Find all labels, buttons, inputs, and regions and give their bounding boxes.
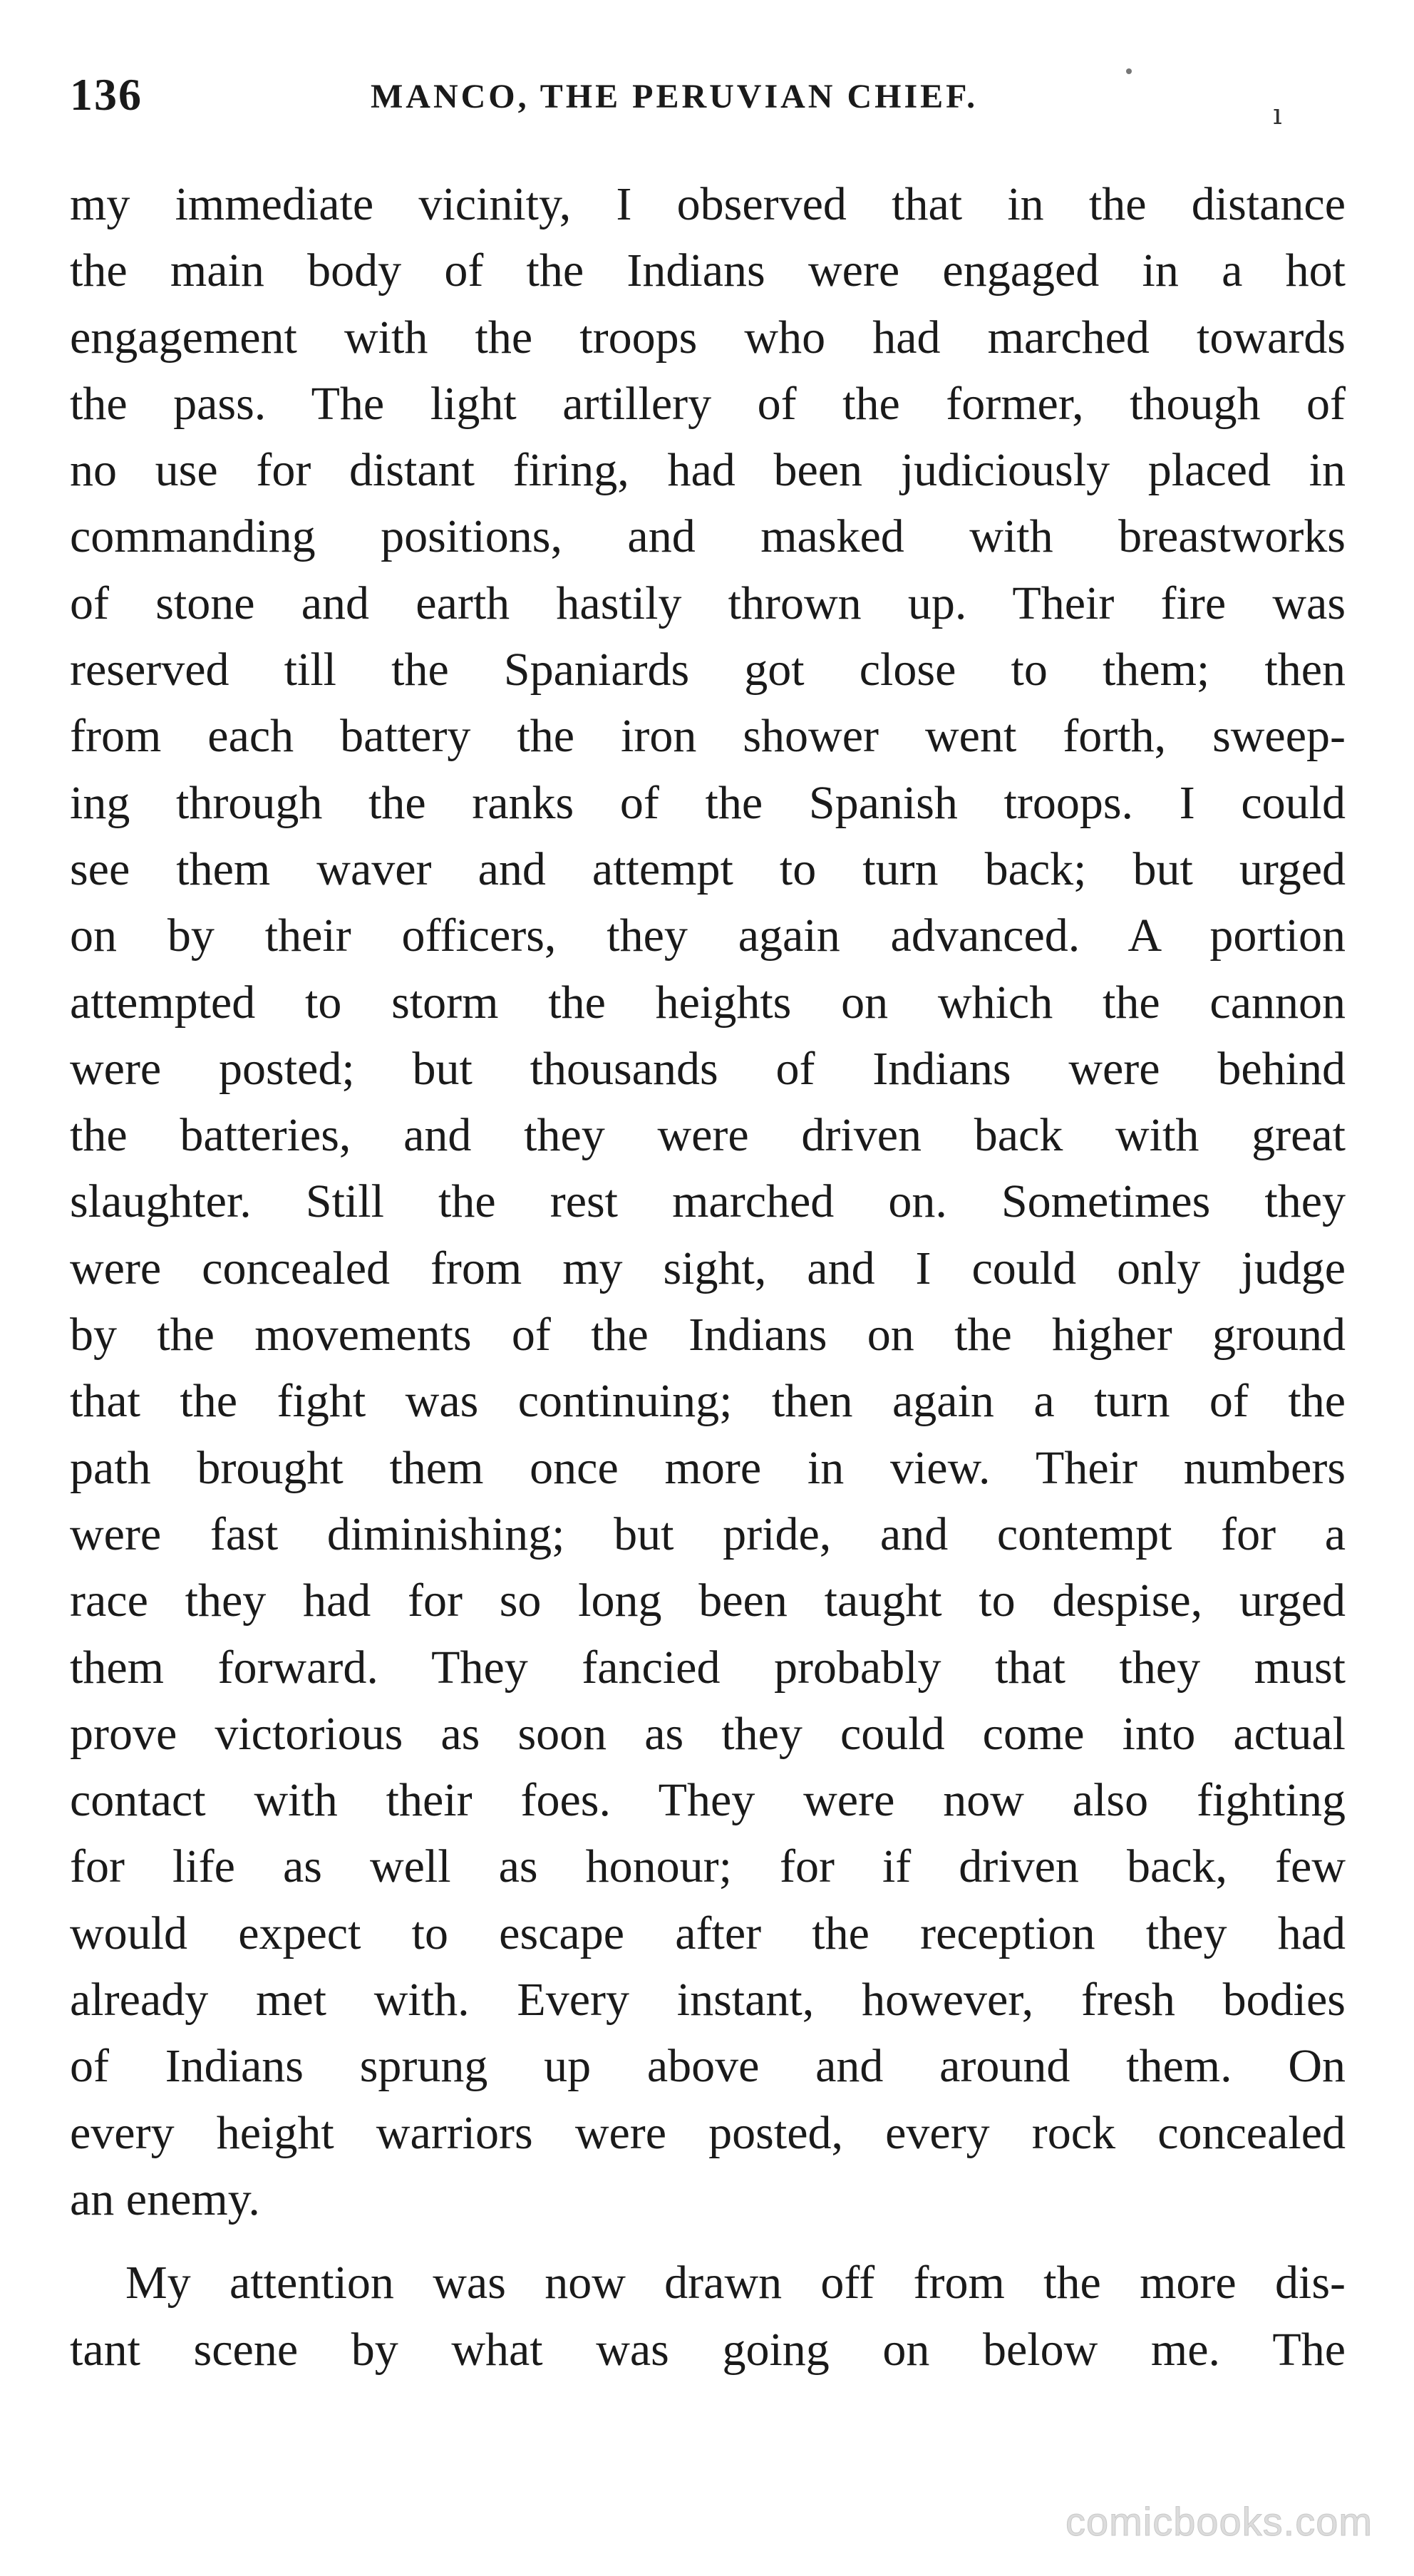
text-line: would expect to escape after the reception they had <box>70 1907 1346 1959</box>
text-line: that the fight was continuing; then again a turn of the <box>70 1375 1346 1428</box>
text-line: them forward. They fancied probably that they must <box>70 1641 1346 1694</box>
text-line: the main body of the Indians were engaged in a hot <box>70 244 1346 297</box>
stray-mark: ı <box>1273 98 1282 131</box>
text-line: were posted; but thousands of Indians were behind <box>70 1042 1346 1095</box>
text-line: from each battery the iron shower went forth, sweep- <box>70 710 1346 763</box>
paragraph-1 <box>70 171 1346 2232</box>
body-text <box>70 171 1346 2383</box>
running-title: MANCO, THE PERUVIAN CHIEF. <box>371 78 979 115</box>
text-line: ing through the ranks of the Spanish troops. I could <box>70 776 1346 829</box>
text-line: contact with their foes. They were now also fighting <box>70 1774 1346 1827</box>
page-header <box>0 68 1414 133</box>
text-line: of stone and earth hastily thrown up. Their fire was <box>70 577 1346 629</box>
text-line: tant scene by what was going on below me. The <box>70 2323 1346 2376</box>
text-line: on by their officers, they again advanced. A portion <box>70 910 1346 962</box>
text-line: of Indians sprung up above and around them. On <box>70 2040 1346 2093</box>
text-line: My attention was now drawn off from the more dis- <box>125 2257 1346 2309</box>
text-line: commanding positions, and masked with breastworks <box>70 510 1346 563</box>
text-line: my immediate vicinity, I observed that in the distance <box>70 178 1346 230</box>
paragraph-gap <box>70 2232 1346 2250</box>
text-line: were concealed from my sight, and I could only judge <box>70 1242 1346 1294</box>
ink-speck <box>1126 68 1132 74</box>
text-line: path brought them once more in view. Their numbers <box>70 1441 1346 1494</box>
text-line: prove victorious as soon as they could come into actual <box>70 1707 1346 1760</box>
text-line: the batteries, and they were driven back with great <box>70 1109 1346 1162</box>
text-line: see them waver and attempt to turn back; but urged <box>70 843 1346 895</box>
text-line: attempted to storm the heights on which the cannon <box>70 976 1346 1029</box>
page-number: 136 <box>70 69 143 120</box>
text-line: race they had for so long been taught to despise, urged <box>70 1575 1346 1627</box>
text-line: were fast diminishing; but pride, and contempt for a <box>70 1508 1346 1560</box>
text-line: slaughter. Still the rest marched on. Sometimes they <box>70 1175 1346 1228</box>
text-line: the pass. The light artillery of the former, though of <box>70 377 1346 430</box>
paragraph-2 <box>70 2250 1346 2383</box>
text-line: for life as well as honour; for if driven back, few <box>70 1840 1346 1893</box>
text-line: reserved till the Spaniards got close to them; then <box>70 644 1346 696</box>
watermark: comicbooks.com <box>1065 2499 1373 2544</box>
text-line: every height warriors were posted, every rock concealed <box>70 2106 1346 2159</box>
text-line: already met with. Every instant, however, fresh bodies <box>70 1974 1346 2026</box>
text-line: by the movements of the Indians on the higher ground <box>70 1309 1346 1361</box>
text-line: an enemy. <box>70 2173 260 2225</box>
text-line: engagement with the troops who had marched towards <box>70 311 1346 364</box>
text-line: no use for distant firing, had been judiciously placed in <box>70 444 1346 497</box>
